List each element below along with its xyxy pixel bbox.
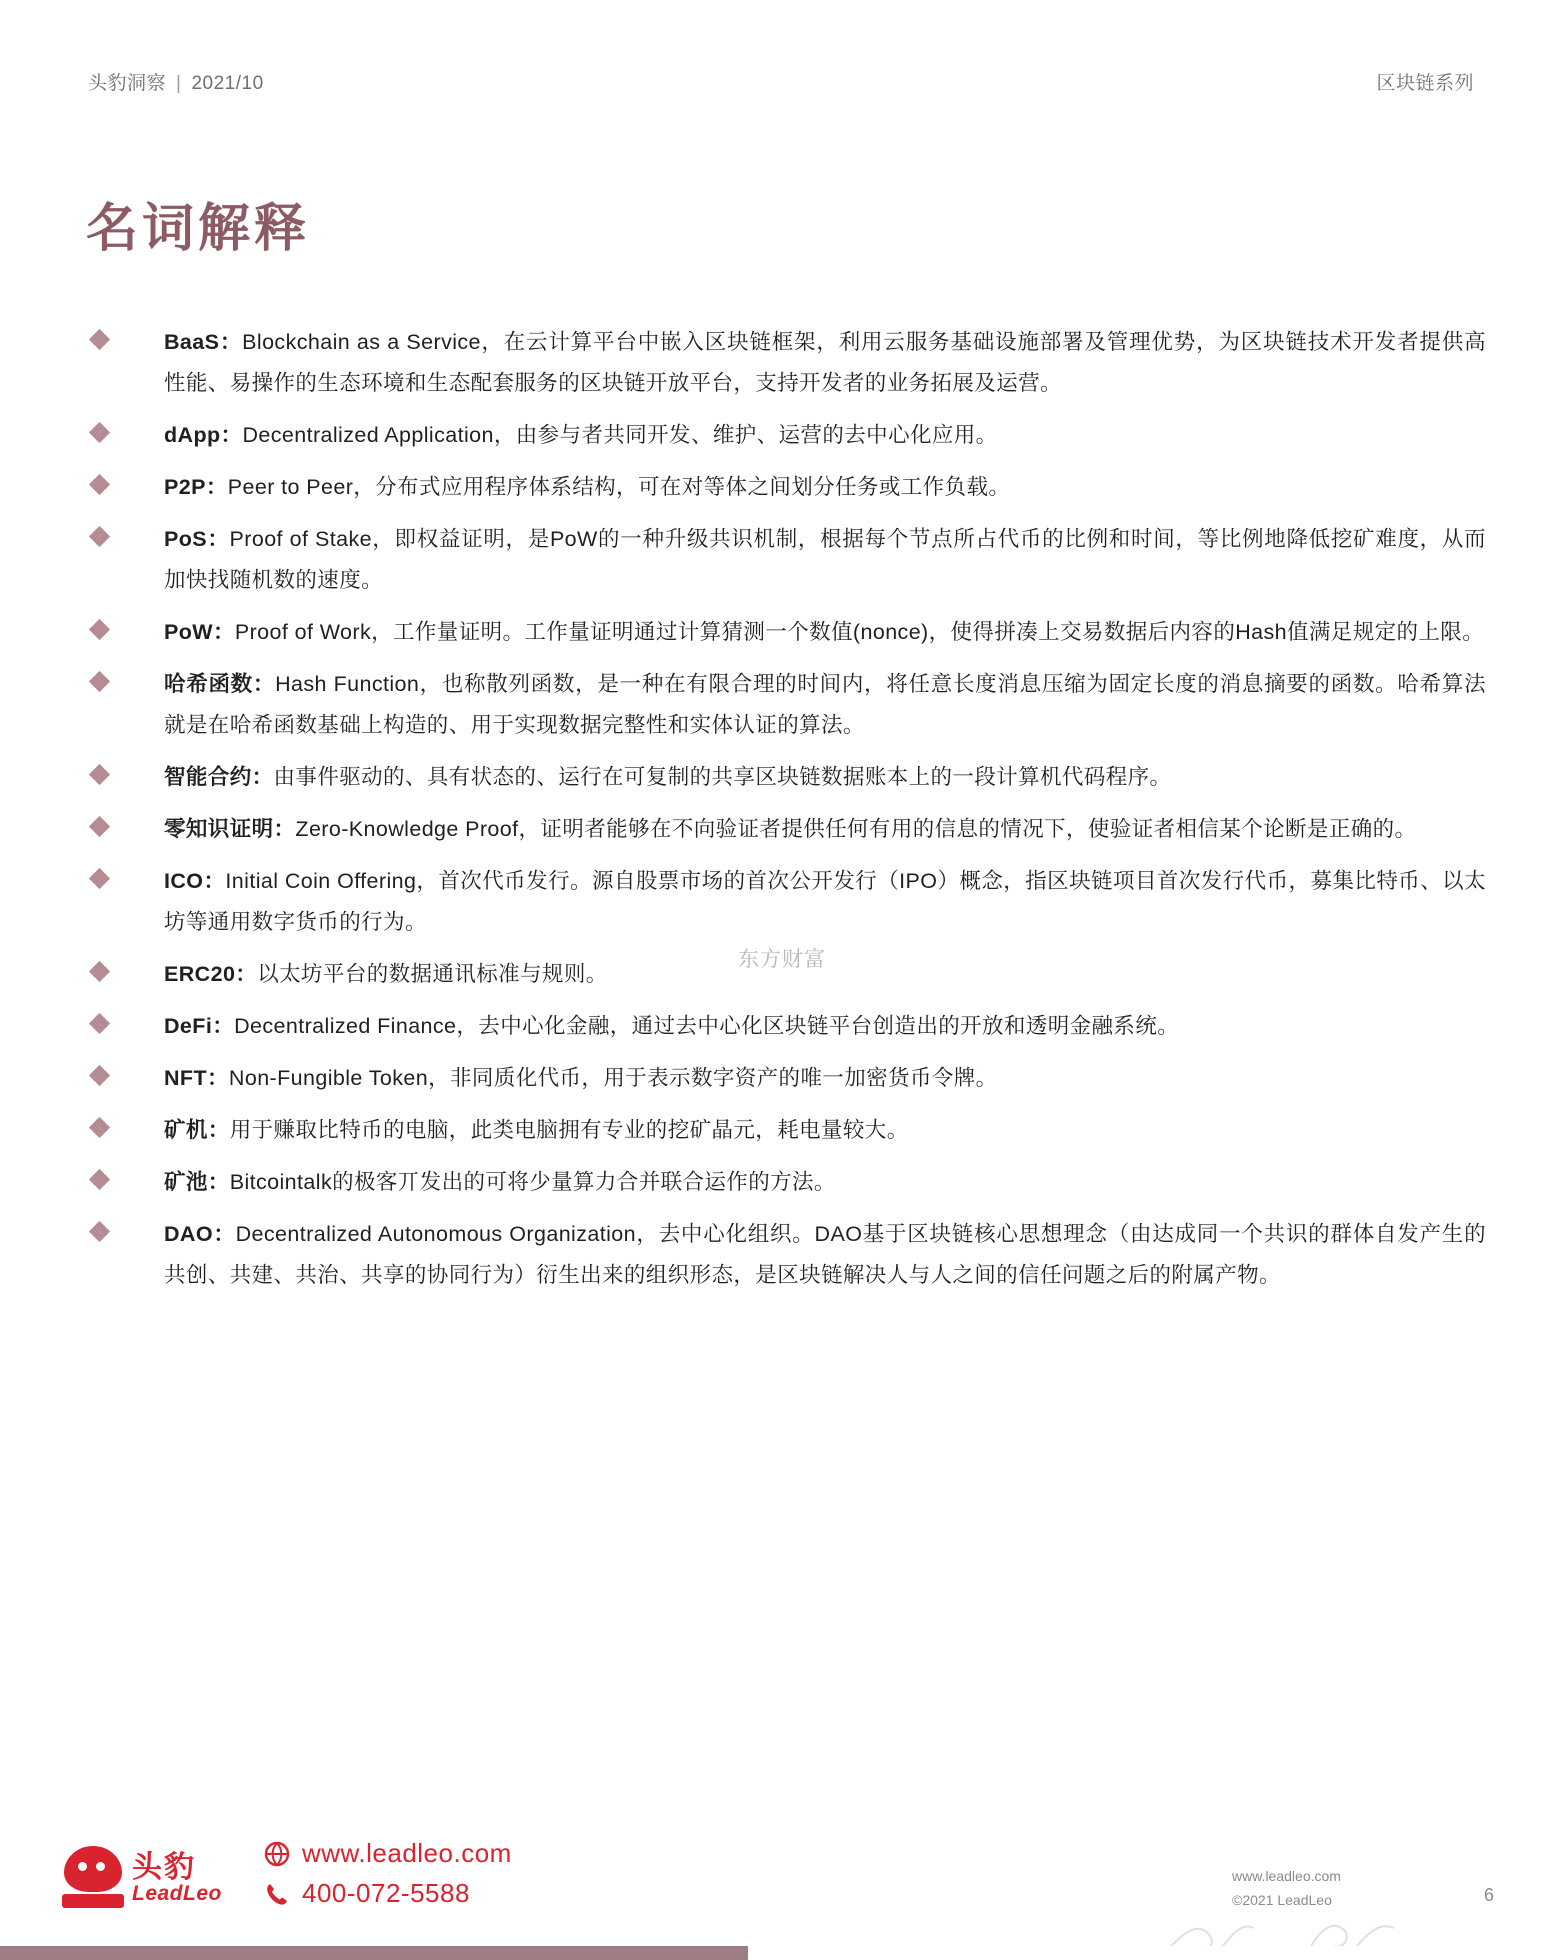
phone-row[interactable] — [262, 1878, 470, 1909]
term-name: 矿机： — [164, 1118, 230, 1142]
list-item — [86, 954, 1486, 995]
term-name: P2P： — [164, 475, 228, 499]
term-name: BaaS： — [164, 330, 243, 354]
footer-meta — [1232, 1864, 1472, 1912]
diamond-bullet-icon — [89, 329, 110, 350]
term-name: DeFi： — [164, 1014, 235, 1038]
term-text — [164, 954, 1486, 995]
diamond-bullet-icon — [89, 619, 110, 640]
term-desc: 用于赚取比特币的电脑，此类电脑拥有专业的挖矿晶元，耗电量较大。 — [229, 1118, 909, 1142]
term-name: NFT： — [164, 1066, 229, 1090]
term-name: 零知识证明： — [164, 817, 296, 841]
footer-small-website: www.leadleo.com — [1232, 1868, 1341, 1884]
term-text — [164, 1162, 1486, 1203]
term-desc: Decentralized Finance，去中心化金融，通过去中心化区块链平台创造出的开放和透明金融系统。 — [234, 1014, 1180, 1038]
term-text — [164, 467, 1486, 508]
list-item — [86, 809, 1486, 850]
page-footer — [0, 1810, 1568, 1960]
term-text — [164, 322, 1486, 404]
term-name: ICO： — [164, 869, 226, 893]
list-item — [86, 519, 1486, 601]
header-brand-date — [88, 68, 264, 95]
list-item — [86, 1006, 1486, 1047]
website-text: www.leadleo.com — [302, 1838, 512, 1868]
term-desc: Bitcointalk的极客丌发出的可将少量算力合并联合运作的方法。 — [229, 1170, 836, 1194]
term-name: DAO： — [164, 1222, 236, 1246]
list-item — [86, 1162, 1486, 1203]
term-text — [164, 1110, 1486, 1151]
list-item — [86, 1110, 1486, 1151]
term-name: ERC20： — [164, 962, 258, 986]
diamond-bullet-icon — [89, 764, 110, 785]
term-desc: Zero-Knowledge Proof，证明者能够在不向验证者提供任何有用的信息的情况下，使验证者相信某个论断是正确的。 — [295, 817, 1417, 841]
term-name: 哈希函数： — [164, 672, 276, 696]
term-text — [164, 1006, 1486, 1047]
term-name: PoS： — [164, 527, 230, 551]
logo-english-name: LeadLeo — [132, 1882, 222, 1905]
lion-eye-right — [96, 1862, 105, 1871]
lion-base-shape — [62, 1894, 124, 1908]
list-item — [86, 757, 1486, 798]
header-date: 2021/10 — [191, 73, 264, 94]
globe-icon — [262, 1839, 292, 1869]
term-desc: Proof of Work，工作量证明。工作量证明通过计算猜测一个数值(nonce)，使得拼凑上交易数据后内容的Hash值满足规定的上限。 — [234, 620, 1485, 644]
term-text — [164, 1214, 1486, 1296]
header-brand: 头豹洞察 — [88, 73, 167, 94]
glossary-list — [86, 322, 1486, 1307]
diamond-bullet-icon — [89, 1065, 110, 1086]
term-desc: 由事件驱动的、具有状态的、运行在可复制的共享区块链数据账本上的一段计算机代码程序。 — [273, 765, 1172, 789]
diamond-bullet-icon — [89, 474, 110, 495]
term-desc: 以太坊平台的数据通讯标准与规则。 — [257, 962, 608, 986]
diamond-bullet-icon — [89, 1013, 110, 1034]
phone-text: 400-072-5588 — [302, 1878, 470, 1908]
list-item — [86, 415, 1486, 456]
lion-head-icon — [62, 1846, 124, 1908]
term-name: PoW： — [164, 620, 235, 644]
diamond-bullet-icon — [89, 1221, 110, 1242]
website-row[interactable] — [262, 1838, 512, 1869]
term-text — [164, 519, 1486, 601]
term-text — [164, 809, 1486, 850]
term-name: 智能合约： — [164, 765, 274, 789]
term-desc: Blockchain as a Service，在云计算平台中嵌入区块链框架，利用云服务基础设施部署及管理优势，为区块链技术开发者提供高性能、易操作的生态环境和生态配套服务的区块链开放平台，支持开发者的业务拓展及运营。 — [164, 330, 1486, 395]
term-name: dApp： — [164, 423, 243, 447]
term-desc: Initial Coin Offering，首次代币发行。源自股票市场的首次公开发行（IPO）概念，指区块链项目首次发行代币，募集比特币、以太坊等通用数字货币的行为。 — [164, 869, 1487, 934]
phone-icon — [262, 1879, 292, 1909]
page-title: 名词解释 — [86, 199, 311, 258]
term-desc: Hash Function，也称散列函数，是一种在有限合理的时间内，将任意长度消息压缩为固定长度的消息摘要的函数。哈希算法就是在哈希函数基础上构造的、用于实现数据完整性和实体认证的算法。 — [164, 672, 1486, 737]
diamond-bullet-icon — [89, 422, 110, 443]
diamond-bullet-icon — [89, 526, 110, 547]
term-desc: Non-Fungible Token，非同质化代币，用于表示数字资产的唯一加密货币令牌。 — [228, 1066, 998, 1090]
leadleo-logo — [62, 1842, 252, 1914]
page-left-edge — [0, 0, 10, 1960]
lion-head-shape — [64, 1846, 122, 1892]
list-item — [86, 322, 1486, 404]
footer-contact — [262, 1838, 582, 1916]
page-number: 6 — [1483, 1885, 1494, 1905]
diamond-bullet-icon — [89, 961, 110, 982]
term-text — [164, 612, 1486, 653]
term-text — [164, 1058, 1486, 1099]
term-desc: Peer to Peer，分布式应用程序体系结构，可在对等体之间划分任务或工作负载。 — [227, 475, 1011, 499]
watermark-text: 东方财富 — [738, 948, 826, 971]
header-series: 区块链系列 — [1376, 73, 1474, 94]
diamond-bullet-icon — [89, 1169, 110, 1190]
logo-chinese-name: 头豹 — [132, 1851, 196, 1884]
term-name: 矿池： — [164, 1170, 230, 1194]
list-item — [86, 612, 1486, 653]
term-text — [164, 861, 1486, 943]
lion-eye-left — [78, 1862, 87, 1871]
header-separator: | — [176, 73, 182, 94]
term-desc: Decentralized Application，由参与者共同开发、维护、运营的去中心化应用。 — [242, 423, 998, 447]
diamond-bullet-icon — [89, 1117, 110, 1138]
diamond-bullet-icon — [89, 816, 110, 837]
term-text — [164, 415, 1486, 456]
list-item — [86, 467, 1486, 508]
diamond-bullet-icon — [89, 868, 110, 889]
list-item — [86, 1214, 1486, 1296]
term-text — [164, 664, 1486, 746]
term-desc: Proof of Stake，即权益证明，是PoW的一种升级共识机制，根据每个节点所占代币的比例和时间，等比例地降低挖矿难度，从而加快找随机数的速度。 — [164, 527, 1486, 592]
term-desc: Decentralized Autonomous Organization，去中心化组织。DAO基于区块链核心思想理念（由达成同一个共识的群体自发产生的共创、共建、共治、共享的协同行为）衍生出来的组织形态，是区块链解决人与人之间的信任问题之后的附属产物。 — [164, 1222, 1486, 1287]
list-item — [86, 1058, 1486, 1099]
list-item — [86, 664, 1486, 746]
page-header — [0, 0, 1568, 110]
footer-copyright: ©2021 LeadLeo — [1232, 1892, 1332, 1908]
diamond-bullet-icon — [89, 671, 110, 692]
term-text — [164, 757, 1486, 798]
footer-bar-gap — [748, 1946, 1568, 1960]
list-item — [86, 861, 1486, 943]
